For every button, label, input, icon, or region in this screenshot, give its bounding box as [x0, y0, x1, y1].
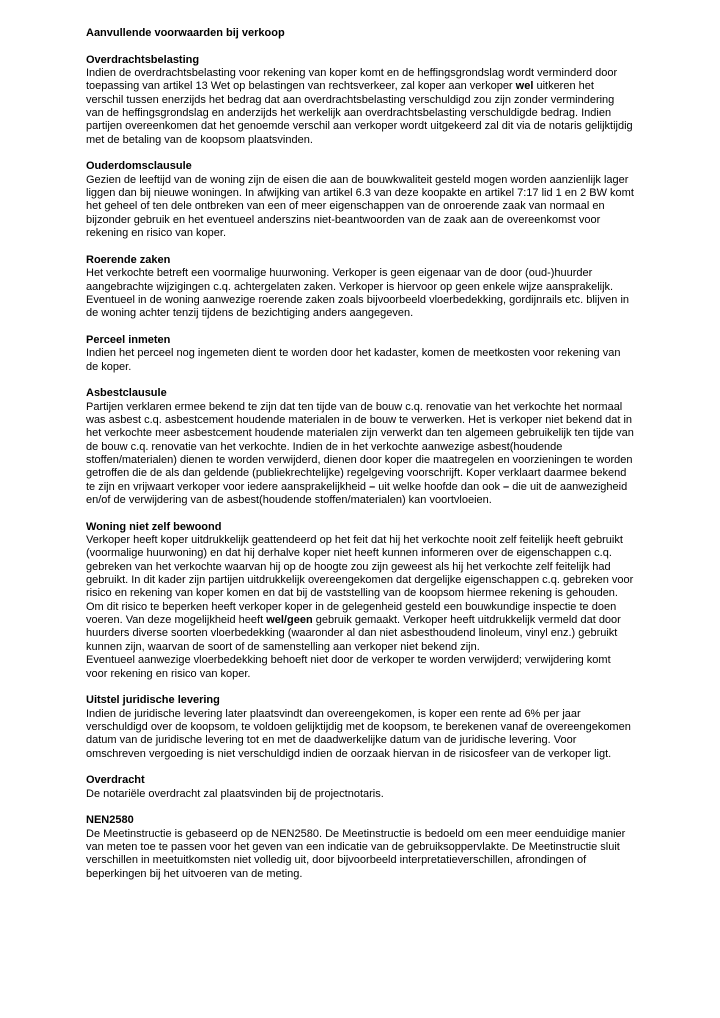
- section-overdracht: [86, 774, 634, 801]
- section-heading: Perceel inmeten: [86, 333, 171, 346]
- emphasized-text: wel: [515, 80, 534, 93]
- section-paragraph: [86, 654, 634, 681]
- section-heading: Roerende zaken: [86, 253, 171, 266]
- section-roerende-zaken: [86, 254, 634, 321]
- section-paragraph: [86, 347, 634, 374]
- section-heading: Overdrachtsbelasting: [86, 53, 200, 66]
- emphasized-text: wel/geen: [266, 614, 313, 627]
- section-paragraph: [86, 401, 634, 508]
- body-text: uitkeren het verschil tussen enerzijds het bedrag dat aan overdrachtsbelasting verschuldigd zou zijn zonder vermindering van de heffingsgrondslag en anderzijds het werkelijk aan overdrachtsbelasting verschuldigde bedrag. Indien partijen overeenkomen dat het genoemde verschil aan verkoper wordt uitgekeerd zal dit via de notaris gelijktijdig met de betaling van de koopsom plaatsvinden.: [86, 80, 633, 146]
- body-text: uit welke hoofde dan ook: [375, 480, 504, 493]
- body-text: De Meetinstructie is gebaseerd op de NEN2580. De Meetinstructie is bedoeld om een meer eenduidige manier van meten toe te passen voor het geven van een indicatie van de gebruiksoppervlakte. De Meetinstructie sluit verschillen in meetuitkomsten niet volledig uit, door bijvoorbeeld interpretatieverschillen, afrondingen of beperkingen bij het uitvoeren van de meting.: [86, 827, 626, 880]
- section-uitstel-juridische-levering: [86, 694, 634, 761]
- emphasized-text: –: [503, 480, 510, 493]
- section-heading: NEN2580: [86, 814, 134, 827]
- section-paragraph: [86, 708, 634, 761]
- body-text: Indien de juridische levering later plaatsvindt dan overeengekomen, is koper een rente ad 6% per jaar verschuldigd over de koopsom, te voldoen gelijktijdig met de koopsom, te berekenen vanaf de overeengekomen datum van de juridische levering tot en met de daadwerkelijke datum van de juridische levering. Voor omschreven vergoeding is niet verschuldigd indien de oorzaak hiervan in de risicosfeer van de verkoper ligt.: [86, 707, 631, 760]
- body-text: Gezien de leeftijd van de woning zijn de eisen die aan de bouwkwaliteit gesteld mogen worden aanzienlijk lager liggen dan bij nieuwe woningen. In afwijking van artikel 6.3 van deze koopakte en artikel 7:17 lid 1 en 2 BW komt het geheel of ten dele ontbreken van een of meer eigenschappen van de onroerende zaak van normaal en bijzonder gebruik en het eventueel anderszins niet-beantwoorden van de zaak aan de overeenkomst voor rekening en risico van koper.: [86, 173, 634, 240]
- body-text: De notariële overdracht zal plaatsvinden bij de projectnotaris.: [86, 787, 384, 800]
- section-heading: Uitstel juridische levering: [86, 694, 220, 707]
- document-body: [86, 54, 634, 881]
- section-perceel-inmeten: [86, 334, 634, 374]
- section-nen2580: [86, 814, 634, 881]
- section-paragraph: [86, 828, 634, 881]
- section-paragraph: [86, 67, 634, 147]
- section-paragraph: [86, 174, 634, 241]
- emphasized-text: –: [369, 480, 376, 493]
- section-woning-niet-zelf-bewoond: [86, 521, 634, 681]
- section-heading: Overdracht: [86, 774, 145, 787]
- section-asbestclausule: [86, 387, 634, 507]
- section-heading: Woning niet zelf bewoond: [86, 520, 222, 533]
- body-text: Indien het perceel nog ingemeten dient te worden door het kadaster, komen de meetkosten voor rekening van de koper.: [86, 347, 621, 373]
- document-title: Aanvullende voorwaarden bij verkoop: [86, 27, 285, 39]
- body-text: Het verkochte betreft een voormalige huurwoning. Verkoper is geen eigenaar van de door (oud-)huurder aangebrachte wijzigingen c.q. achtergelaten zaken. Verkoper is hiervoor op geen enkele wijze aansprakelijk. Eventueel in de woning aanwezige roerende zaken zoals bijvoorbeeld vloerbedekking, gordijnrails etc. blijven in de woning achter tenzij tijdens de bezichtiging anders aangegeven.: [86, 267, 630, 320]
- section-heading: Asbestclausule: [86, 387, 167, 400]
- body-text: Verkoper heeft koper uitdrukkelijk geattendeerd op het feit dat hij het verkochte nooit zelf feitelijk heeft gebruikt (voormalige huurwoning) en dat hij derhalve koper niet heeft kunnen informeren over de eigenschappen c.q. gebreken van het verkochte waarvan hij op de hoogte zou zijn geweest als hij het verkochte zelf feitelijk had gebruikt. In dit kader zijn partijen uitdrukkelijk overeengekomen dat dergelijke eigenschappen c.q. gebreken voor risico en rekening van koper komen en dat bij de vaststelling van de koopsom hiermee rekening is gehouden. Om dit risico te beperken heeft verkoper koper in de gelegenheid gesteld een bouwkundige inspectie te doen voeren. Van deze mogelijkheid heeft: [86, 534, 634, 627]
- section-ouderdomsclausule: [86, 160, 634, 240]
- body-text: gebruik gemaakt. Verkoper heeft uitdrukkelijk vermeld dat door huurders diverse soorten vloerbedekking (waaronder al dan niet asbesthoudend linoleum, vinyl enz.) gebruikt kunnen zijn, waarvan de soort of de samenstelling aan verkoper niet bekend zijn.: [86, 614, 621, 653]
- body-text: Indien de overdrachtsbelasting voor rekening van koper komt en de heffingsgrondslag wordt verminderd door toepassing van artikel 13 Wet op belastingen van rechtsverkeer, zal koper aan verkoper: [86, 67, 618, 93]
- document-content: [86, 27, 634, 881]
- section-paragraph: [86, 267, 634, 320]
- body-text: die uit de aanwezigheid en/of de verwijdering van de asbest(houdende stoffen/materialen) kan voortvloeien.: [86, 480, 628, 507]
- body-text: Partijen verklaren ermee bekend te zijn dat ten tijde van de bouw c.q. renovatie van het verkochte het normaal was asbest c.q. asbestcement houdende materialen in de bouw te verwerken. Het is verkoper niet bekend dat in het verkochte meer asbestcement houdende materialen zijn verwerkt dan ten algemeen gebruikelijk ten tijde van de bouw c.q. renovatie van het verkochte. Indien de in het verkochte aanwezige asbest(houdende stoffen/materialen) dienen te worden verwijderd, dienen door koper die maatregelen en voorzieningen te worden getroffen die de als dan geldende (publiekrechtelijke) regelgeving voorschrijft. Koper verklaart daarmee bekend te zijn en vrijwaart verkoper voor iedere aansprakelijkheid: [86, 400, 634, 493]
- body-text: Eventueel aanwezige vloerbedekking behoeft niet door de verkoper te worden verwijderd; verwijdering komt voor rekening en risico van koper.: [86, 654, 611, 680]
- section-overdrachtsbelasting: [86, 54, 634, 147]
- section-paragraph: [86, 534, 634, 654]
- section-heading: Ouderdomsclausule: [86, 160, 192, 173]
- section-paragraph: [86, 788, 634, 801]
